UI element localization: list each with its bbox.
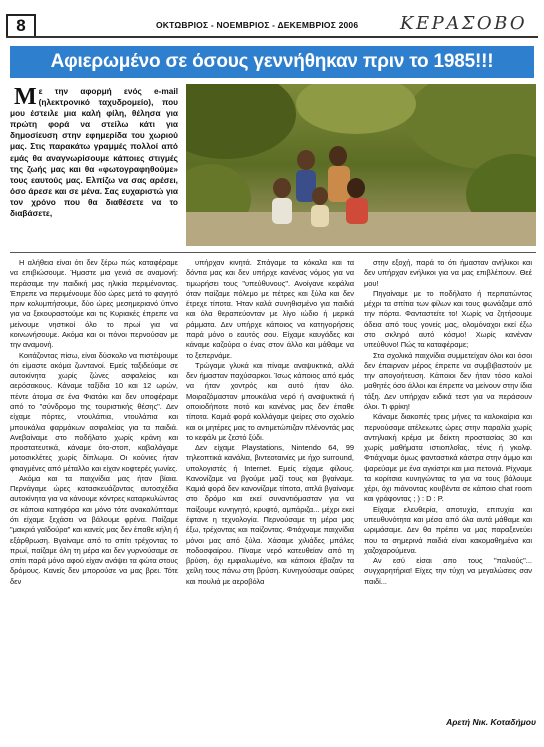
paragraph: Πηγαίναμε με το ποδήλατο ή περπατώντας μέχρι τα σπίτια των φίλων και τους φωνάζαμε από την πόρτα. Φανταστείτε το! Χωρίς να ζητήσουμε άδεια από τους γονείς μας, ολομόναχοι εκεί έξω στο σκληρό αυτό κόσμο! Χωρίς κανέναν υπεύθυνο! Πώς τα καταφέραμε;: [364, 288, 532, 350]
paragraph: Τρώγαμε γλυκά και πίναμε αναψυκτικά, αλλά δεν ήμασταν παχύσαρκοι. Ίσως κάποιος από εμάς να ήταν χοντρός και αυτό ήταν όλο. Μοιραζόμασταν μπουκάλια νερό ή αναψυκτικά ή οποιοδήποτε ποτό και κανένας μας δεν έπαθε τίποτα. Καμιά φορά κολλάγαμε ψείρες στο σχολείο και οι μητέρες μας το αντιμετώπιζαν πλένοντάς μας το κεφάλι με ζεστό ξύδι.: [186, 360, 354, 442]
page-number: 8: [6, 14, 36, 38]
intro-block: [10, 86, 178, 219]
author-signature: Αρετή Νικ. Κοταδήμου: [446, 717, 536, 727]
paragraph: Είχαμε ελευθερία, αποτυχία, επιτυχία και υπευθυνότητα και μέσα από όλα αυτά μάθαμε και ωριμάσαμε. Δεν θα πρέπει να μας παραξενεύει που τα σημερινά παιδιά είναι κακομαθημένα και χαζοχαρούμενα.: [364, 504, 532, 555]
intro-text: ε την αφορμή ενός e-mail (ηλεκτρονικό ταχυδρομείο), που μου έστειλε μια καλή φίλη, θέλησα για πρώτη φορά να στείλω κάτι για δημοσίευση στην εφημερίδα του χωριού μας. Στις παρακάτω γραμμές πολλοί από εμάς θα αναγνωρίσουμε κάποιες στιγμές της ζωής μας και θα «φωτογραφηθούμε» τους εαυτούς μας. Ελπίζω να σας αρέσει, όσο άρεσε και σε μένα. Σας ευχαριστώ για τον χρόνο που θα διαθέσετε να το διαβάσετε,: [10, 86, 178, 219]
paragraph: Στα σχολικά παιχνίδια συμμετείχαν όλοι και όσοι δεν έπαιρναν μέρος έπρεπε να συμβιβαστούν με την απογοήτευση. Κάποιοι δεν ήταν τόσο καλοί μαθητές όσο άλλοι και έπρεπε να μείνουν στην ίδια τάξη. Δεν υπήρχαν ειδικά τεστ για να περάσουν όλοι. Τι φρίκη!: [364, 350, 532, 411]
header-rule: [6, 36, 538, 38]
paragraph: Ακόμα και τα παιχνίδια μας ήταν βίαια. Περνάγαμε ώρες κατασκευάζοντας αυτοσχέδια αυτοκίνητα για να κάνουμε κόντρες καταρκυλώντας σε κάποια κατηφόρα και μόνο τότε ανακαλύπταμε ότι είχαμε ξεχάσει να βάλουμε φρένα. Παίζαμε "μακριά γαϊδούρα" και κανείς μας δεν έπαθε κήλη ή εξάρθρωση. Βγαίναμε από το σπίτι τρέχοντας το πρωί, παίζαμε όλη τη μέρα και δεν γυρνούσαμε σε σπίτι παρά μόνο αφού είχαν ανάψει τα φώτα στους δρόμους. Κανείς δεν μπορούσε να μας βρει. Τότε δεν: [10, 473, 178, 586]
children-photo: [186, 84, 536, 246]
issue-date: ΟΚΤΩΒΡΙΟΣ - ΝΟΕΜΒΡΙΟΣ - ΔΕΚΕΜΒΡΙΟΣ 2006: [156, 20, 359, 30]
paragraph: Κάναμε διακοπές τρεις μήνες τα καλοκαίρια και περνούσαμε ατέλειωτες ώρες στην παραλία χωρίς αντηλιακή κρέμα με δείκτη προστασίας 30 και χωρίς μαθήματα ιστιοπλοΐας, τένις ή γκολφ. Φτιάχναμε όμως φανταστικά κάστρα στην άμμο και ψαρεύαμε με ένα αγκίστρι και μια πετονιά. Ρίχναμε τα κορίτσια κυνηγώντας τα για να τους βάλουμε χέρι, όχι πιάνοντας κουβέντα σε κάποιο chat room και γράφοντας ; ) : D : P.: [364, 412, 532, 504]
article-title: Αφιερωμένο σε όσους γεννήθηκαν πριν το 1985!!!: [50, 51, 494, 72]
paragraph: Αν εσύ είσαι απο τους "παλιούς"... συγχαρητήρια! Είχες την τύχη να μεγαλώσεις σαν παιδί...: [364, 556, 532, 586]
section-divider: [10, 252, 536, 253]
text-column-3: [364, 258, 532, 587]
paragraph: υπήρχαν κινητά. Σπάγαμε τα κόκαλα και τα δόντια μας και δεν υπήρχε κανένας νόμος για να τιμωρήσει τους "υπεύθυνους". Ανοίγανε κεφάλια όταν παίζαμε πόλεμο με πέτρες και ξύλα και δεν έτρεχε τίποτα. Ήταν καλά συνηθισμένο για παιδιά και όλα θεραπεύονταν με λίγο ιώδιο ή μερικά ράμματα. Δεν υπήρχε κάποιος να κατηγορήσεις παρά μόνο ο εαυτός σου. Είχαμε καυγάδες και κάναμε καζούρα ο ένας στον άλλο και μάθαμε να το ξεπερνάμε.: [186, 258, 354, 360]
paragraph: Δεν είχαμε Playstations, Nintendo 64, 99 τηλεοπτικά κανάλια, βιντεοταινίες με ήχο surround, υπολογιστές ή Internet. Εμείς είχαμε φίλους. Κανονίζαμε να βγούμε μαζί τους και βγαίναμε. Καμιά φορά δεν κανονίζαμε τίποτα, απλά βγαίναμε στο δρόμο και εκεί συναντιόμασταν για να παίξουμε κυνηγητό, κρυφτό, αμπάριζα... μέχρι εκεί έφτανε η τεχνολογία. Περνούσαμε τη μέρα μας έξω, τρέχοντας και παίζοντας. Φτιάχναμε παιχνίδια μόνοι μας από ξύλα. Χάσαμε χιλιάδες μπάλες ποδοσφαίρου. Πίναμε νερό κατευθείαν από τη βρύση, όχι εμφιαλωμένο, και κάποιοι έβαζαν τα χείλη τους πάνω στη βρύση. Κυνηγούσαμε σαύρες και πουλιά με αεροβόλα: [186, 443, 354, 586]
title-banner: [10, 46, 534, 78]
paragraph: Η αλήθεια είναι ότι δεν ξέρω πώς καταφέραμε να επιβιώσουμε. Ήμαστε μια γενιά σε αναμονή: περάσαμε την παιδική μας ηλικία περιμένοντας. Έπρεπε να περιμένουμε δύο ώρες μετά το φαγητό πριν κολυμπήσουμε, δύο ώρες μεσημεριανό ύπνο για να ξεκουραστούμε και τις Κυριακές έπρεπε να μείνουμε νηστικοί όλο το πρωί για να κοινωνήσουμε. Ακόμα και οι πόνοι περνούσαν με την αναμονή.: [10, 258, 178, 350]
text-column-1: [10, 258, 178, 587]
masthead: ΚΕΡΑΣΟΒΟ: [400, 13, 528, 34]
text-column-2: [186, 258, 354, 587]
intro-paragraph: [10, 86, 178, 219]
drop-cap: Μ: [14, 84, 37, 110]
paragraph: Κοιτάζοντας πίσω, είναι δύσκολο να πιστέψουμε ότι είμαστε ακόμα ζωντανοί. Εμείς ταξιδεύαμε σε αυτοκίνητα χωρίς ζώνες ασφαλείας και αερόσακους. Κάναμε ταξίδια 10 και 12 ωρών, πέντε άτομα σε ένα Φιατάκι και δεν υποφέραμε από το "σύνδρομο της τουριστικής θέσης". Δεν είχαμε πόρτες, ντουλάπια, ντουλάπια και μπουκάλια φαρμάκων ασφαλείας για τα παιδιά. Ανεβαίναμε στο ποδήλατο χωρίς κράνη και προστατευτικά, κάναμε ότο-στοπ, καβαλάγαμε μοτοσικλέτες χωρίς δίπλωμα. Οι κούνιες ήταν φτιαγμένες από μέταλλο και είχαν κοφτερές γωνίες.: [10, 350, 178, 473]
paragraph: στην εξοχή, παρά το ότι ήμασταν ανήλικοι και δεν υπήρχαν ενήλικοι για να μας επιβλέπουν. Θεέ μου!: [364, 258, 532, 288]
photo-illustration: [186, 84, 536, 246]
